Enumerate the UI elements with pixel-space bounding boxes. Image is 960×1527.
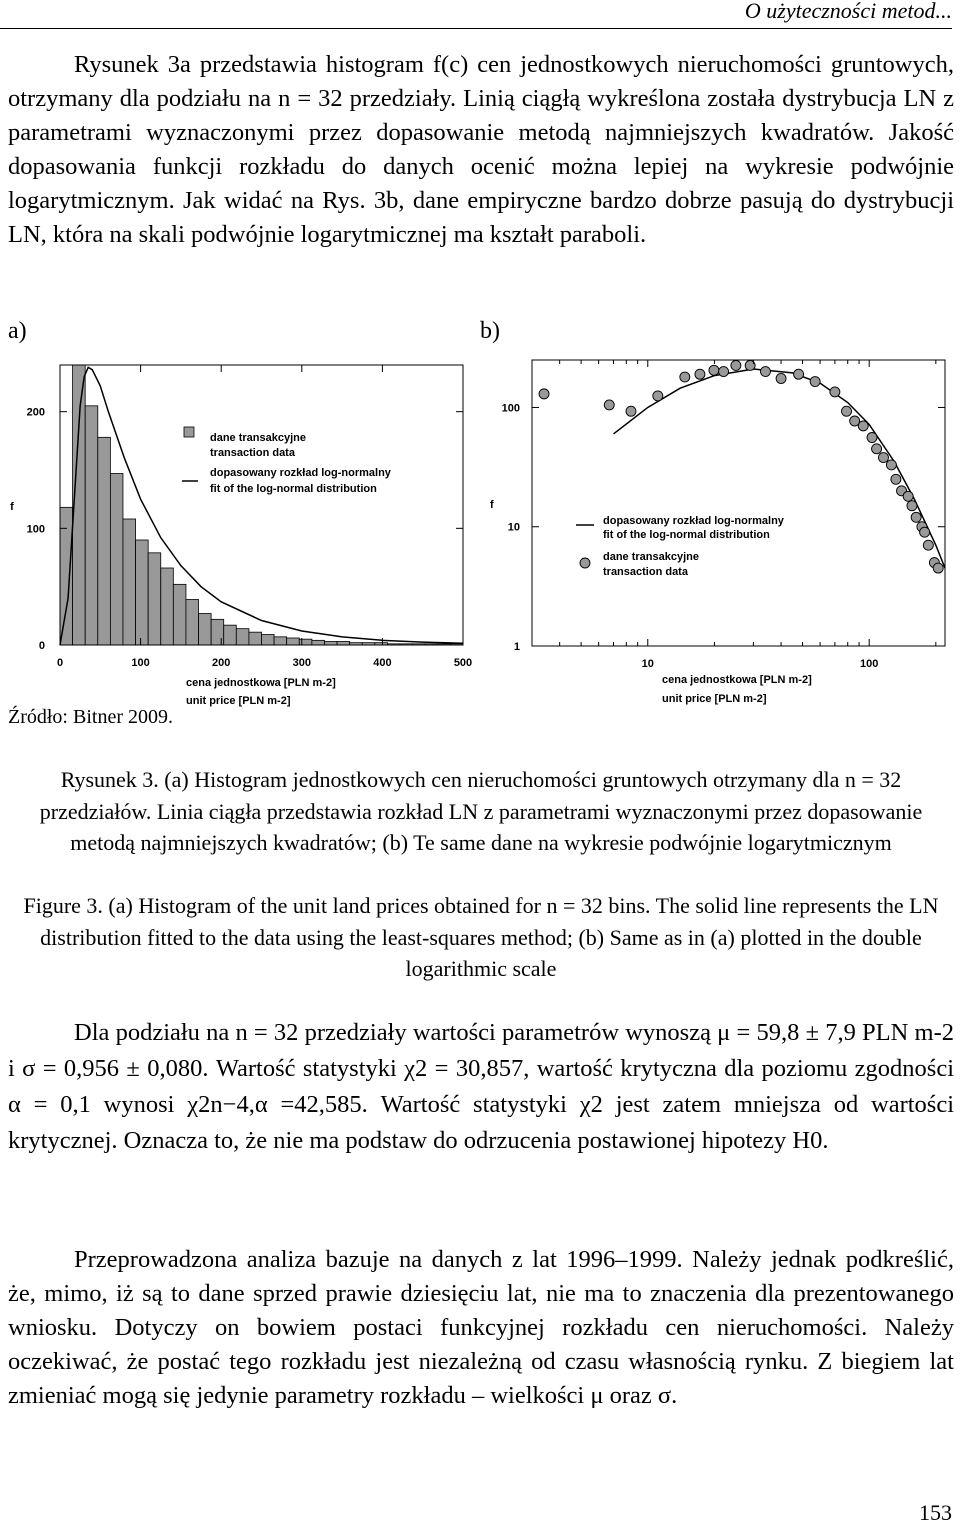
y-axis-label: f [490, 499, 494, 511]
paragraph-discussion: Przeprowadzona analiza bazuje na danych z lat 1996–1999. Należy jednak podkreślić, że, mimo, iż są to dane sprzed prawie dziesięciu lat, nie ma to znaczenia dla prezentowanego wniosku. Dotyczy on bowiem postaci funkcyjnej rozkładu cen nieruchomości. Należy oczekiwać, że postać tego rozkładu jest niezależną od czasu własnością rynku. Z biegiem lat zmieniać mogą się jedynie parametry rozkładu – wielkości μ oraz σ. [8, 1246, 954, 1409]
histogram-bar [123, 519, 136, 645]
data-point [776, 373, 786, 383]
legend-label-fit-pl: dopasowany rozkład log-normalny [210, 467, 391, 479]
x-tick-label: 200 [212, 657, 231, 669]
x-tick-label: 100 [860, 658, 879, 670]
data-point [858, 421, 868, 431]
paragraph-intro: Rysunek 3a przedstawia histogram f(c) cen jednostkowych nieruchomości gruntowych, otrzymany dla podziału na n = 32 przedziały. Linią ciągłą wykreślona została dystrybucja LN z parametrami wyznaczonymi przez dopasowanie metodą najmniejszych kwadratów. Jakość dopasowania funkcji rozkładu do danych ocenić można lepiej na wykresie podwójnie logarytmicznym. Jak widać na Rys. 3b, dane empiryczne bardzo dobrze pasują do dystrybucji LN, która na skali podwójnie logarytmicznej ma kształt paraboli. [8, 51, 954, 248]
data-point [886, 460, 896, 470]
panel-b-label: b) [480, 318, 500, 344]
x-tick-label: 300 [292, 657, 311, 669]
data-point [923, 540, 933, 550]
x-axis-label-pl: cena jednostkowa [PLN m-2] [662, 674, 812, 686]
data-point [810, 377, 820, 387]
x-tick-label: 500 [453, 657, 473, 669]
figure-source: Źródło: Bitner 2009. [8, 706, 173, 728]
legend-label-fit-pl: dopasowany rozkład log-normalny [603, 515, 784, 527]
data-point [891, 474, 901, 484]
loglog-chart [490, 340, 955, 720]
histogram-bar [236, 629, 249, 645]
legend-label-data-pl: dane transakcyjne [210, 432, 306, 444]
data-point [872, 444, 882, 454]
caption-english: Figure 3. (a) Histogram of the unit land prices obtained for n = 32 bins. The solid line represents the LN distribution fitted to the data using the least-squares method; (b) Same as in (a) plotted in the double logarithmic scale [23, 893, 939, 981]
histogram-bar [161, 568, 174, 645]
plot-frame [532, 360, 945, 646]
data-point [731, 360, 741, 370]
legend-marker-data [184, 427, 194, 437]
data-point [830, 387, 840, 397]
data-point [680, 372, 690, 382]
histogram-bar [337, 642, 350, 646]
legend-marker-data [580, 558, 590, 568]
data-point [760, 367, 770, 377]
legend-label-data-en: transaction data [210, 447, 295, 459]
histogram-bar [299, 639, 312, 645]
running-header [0, 0, 952, 29]
y-tick-label: 1 [513, 641, 520, 653]
page-number: 153 [919, 1500, 952, 1525]
legend-label-data-en: transaction data [603, 566, 688, 578]
histogram-bar [173, 584, 186, 645]
y-axis-label: f [10, 501, 14, 513]
x-axis-label-pl: cena jednostkowa [PLN m-2] [186, 677, 336, 689]
panel-a-label: a) [8, 318, 27, 344]
legend-label-fit-en: fit of the log-normal distribution [210, 483, 377, 495]
caption-polish: Rysunek 3. (a) Histogram jednostkowych cen nieruchomości gruntowych otrzymany dla n = 32 przedziałów. Linia ciągła przedstawia rozkład LN z parametrami wyznaczonymi przez dopasowanie metodą najmniejszych kwadratów; (b) Te same dane na wykresie podwójnie logarytmicznym [39, 767, 923, 855]
histogram-bar [148, 553, 161, 645]
histogram-chart [0, 340, 485, 710]
data-point [539, 389, 549, 399]
histogram-bar [186, 600, 199, 646]
x-tick-label: 10 [641, 658, 654, 670]
x-tick-label: 100 [131, 657, 150, 669]
running-title: O użyteczności metod... [744, 0, 952, 23]
x-tick-label: 400 [373, 657, 392, 669]
x-axis-label-en: unit price [PLN m-2] [186, 695, 291, 707]
histogram-bar [136, 540, 149, 645]
histogram-bar [249, 632, 262, 645]
data-point [920, 527, 930, 537]
data-point [842, 406, 852, 416]
data-point [604, 400, 614, 410]
data-point [933, 563, 943, 573]
histogram-bar [85, 406, 98, 645]
legend-label-data-pl: dane transakcyjne [603, 551, 699, 563]
data-point [794, 369, 804, 379]
x-axis-label-en: unit price [PLN m-2] [662, 693, 767, 705]
y-tick-label: 100 [501, 402, 520, 415]
data-point [911, 512, 921, 522]
data-point [719, 367, 729, 377]
data-point [695, 369, 705, 379]
y-tick-label: 200 [26, 406, 45, 419]
histogram-bar [211, 619, 224, 645]
data-point [653, 391, 663, 401]
histogram-bar [110, 474, 123, 646]
data-point [626, 406, 636, 416]
data-point [907, 501, 917, 511]
y-tick-label: 100 [26, 523, 45, 536]
histogram-bar [287, 638, 300, 645]
histogram-bar [98, 437, 111, 645]
legend-label-fit-en: fit of the log-normal distribution [603, 529, 770, 541]
data-point [709, 365, 719, 375]
histogram-bar [262, 635, 275, 646]
paragraph-results: Dla podziału na n = 32 przedziały wartości parametrów wynoszą μ = 59,8 ± 7,9 PLN m-2 i σ = 0,956 ± 0,080. Wartość statystyki χ2 = 30,857, wartość krytyczna dla poziomu zgodności α = 0,1 wynosi χ2n−4,α =42,585. Wartość statystyki χ2 jest zatem mniejsza od wartości krytycznej. Oznacza to, że nie ma podstaw do odrzucenia postawionej hipotezy H0. [8, 1019, 954, 1154]
histogram-bar [312, 640, 325, 645]
histogram-bar [199, 614, 212, 646]
x-tick-label: 0 [56, 657, 64, 669]
histogram-bar [224, 625, 237, 645]
histogram-bar [324, 642, 337, 646]
histogram-bar [274, 637, 287, 645]
y-tick-label: 0 [38, 640, 45, 652]
data-point [903, 491, 913, 501]
data-point [867, 432, 877, 442]
data-point [878, 453, 888, 463]
y-tick-label: 10 [507, 521, 520, 534]
